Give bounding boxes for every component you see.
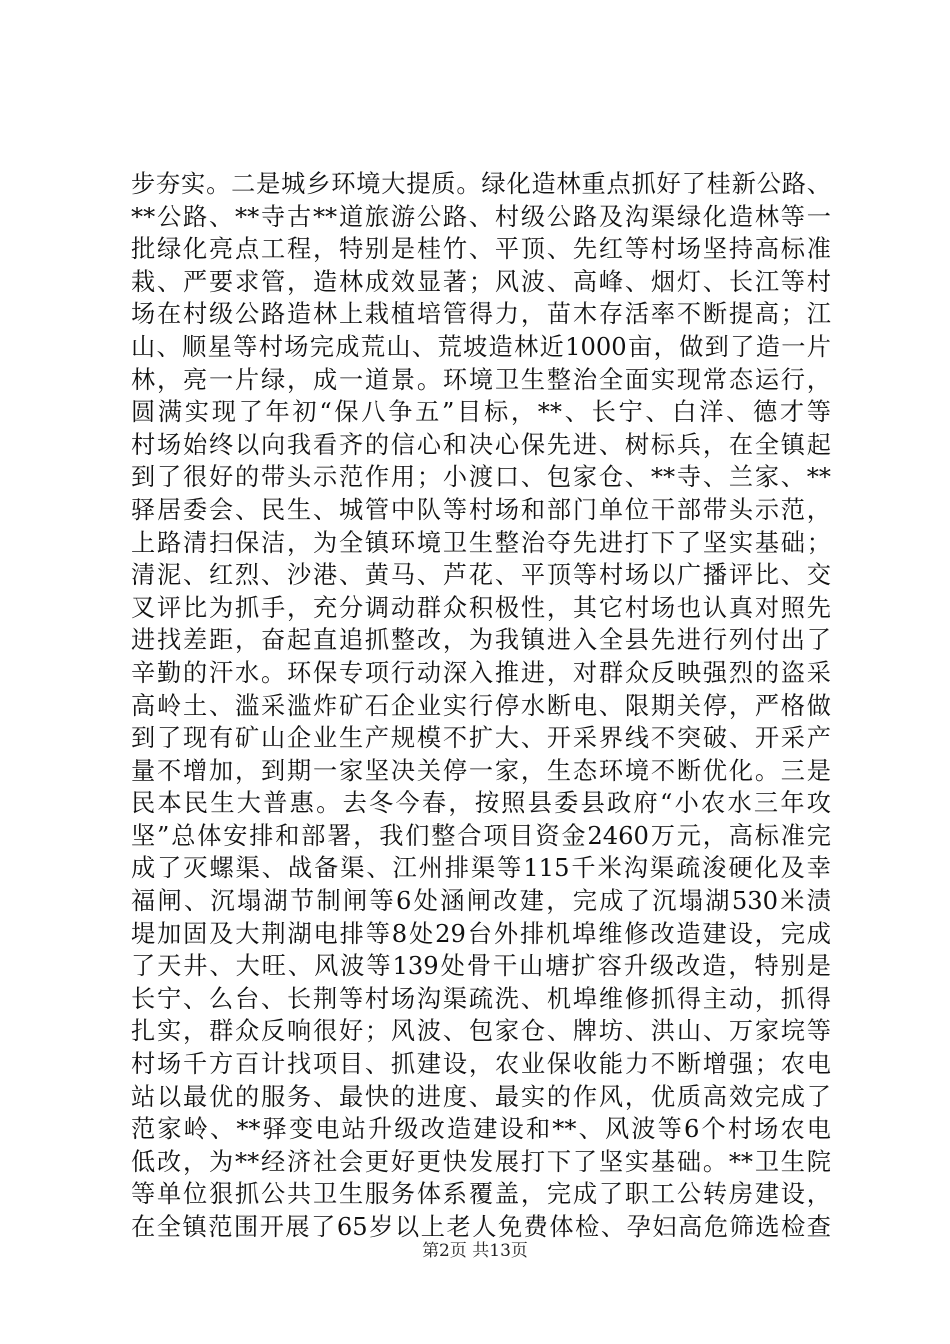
body-text bbox=[131, 168, 831, 1244]
text-line: 驿居委会、民生、城管中队等村场和部门单位干部带头示范， bbox=[131, 495, 831, 524]
text-line: 上路清扫保洁，为全镇环境卫生整治夺先进打下了坚实基础； bbox=[131, 528, 831, 557]
text-line: 扎实，群众反响很好；风波、包家仓、牌坊、洪山、万家垸等 bbox=[131, 1017, 831, 1046]
text-line: 长宁、么台、长荆等村场沟渠疏洗、机埠维修抓得主动，抓得 bbox=[131, 984, 831, 1013]
text-line: 到了很好的带头示范作用；小渡口、包家仓、**寺、兰家、** bbox=[131, 463, 831, 492]
text-line: 等单位狠抓公共卫生服务体系覆盖，完成了职工公转房建设， bbox=[131, 1180, 831, 1209]
text-line: 步夯实。二是城乡环境大提质。绿化造林重点抓好了桂新公路、 bbox=[131, 170, 831, 198]
text-line: 场在村级公路造林上栽植培管得力，苗木存活率不断提高；江 bbox=[131, 300, 831, 329]
text-line: 圆满实现了年初“保八争五”目标，**、长宁、白洋、德才等 bbox=[131, 398, 831, 427]
text-line: 福闸、沉塌湖节制闸等6处涵闸改建，完成了沉塌湖530米渍 bbox=[131, 887, 831, 916]
text-line: 辛勤的汗水。环保专项行动深入推进，对群众反映强烈的盗采 bbox=[131, 658, 831, 687]
text-line: 站以最优的服务、最快的进度、最实的作风，优质高效完成了 bbox=[131, 1082, 831, 1111]
text-line: 低改，为**经济社会更好更快发展打下了坚实基础。**卫生院 bbox=[131, 1147, 831, 1176]
text-line: 清泥、红烈、沙港、黄马、芦花、平顶等村场以广播评比、交 bbox=[131, 561, 831, 590]
text-line: 堤加固及大荆湖电排等8处29台外排机埠维修改造建设，完成 bbox=[131, 919, 831, 948]
text-line: 成了灭螺渠、战备渠、江州排渠等115千米沟渠疏浚硬化及幸 bbox=[131, 854, 831, 883]
text-line: 批绿化亮点工程，特别是桂竹、平顶、先红等村场坚持高标准 bbox=[131, 235, 831, 264]
text-line: 到了现有矿山企业生产规模不扩大、开采界线不突破、开采产 bbox=[131, 724, 831, 753]
text-line: 林，亮一片绿，成一道景。环境卫生整治全面实现常态运行， bbox=[131, 365, 831, 394]
text-line: 村场千方百计找项目、抓建设，农业保收能力不断增强；农电 bbox=[131, 1050, 831, 1079]
text-line: 在全镇范围开展了65岁以上老人免费体检、孕妇高危筛选检查 bbox=[131, 1213, 831, 1241]
text-line: 山、顺星等村场完成荒山、荒坡造林近1000亩，做到了造一片 bbox=[131, 332, 831, 361]
text-line: 民本民生大普惠。去冬今春，按照县委县政府“小农水三年攻 bbox=[131, 789, 831, 818]
text-line: 进找差距，奋起直追抓整改，为我镇进入全县先进行列付出了 bbox=[131, 626, 831, 655]
text-line: 了天井、大旺、风波等139处骨干山塘扩容升级改造，特别是 bbox=[131, 952, 831, 981]
page-footer: 第2页 共13页 bbox=[422, 1241, 528, 1261]
text-line: 坚”总体安排和部署，我们整合项目资金2460万元，高标准完 bbox=[131, 821, 831, 850]
text-line: 叉评比为抓手，充分调动群众积极性，其它村场也认真对照先 bbox=[131, 593, 831, 622]
text-line: 高岭土、滥采滥炸矿石企业实行停水断电、限期关停，严格做 bbox=[131, 691, 831, 720]
text-line: 量不增加，到期一家坚决关停一家，生态环境不断优化。三是 bbox=[131, 756, 831, 785]
text-line: 范家岭、**驿变电站升级改造建设和**、风波等6个村场农电 bbox=[131, 1115, 831, 1144]
text-line: 村场始终以向我看齐的信心和决心保先进、树标兵，在全镇起 bbox=[131, 430, 831, 459]
text-line: **公路、**寺古**道旅游公路、村级公路及沟渠绿化造林等一 bbox=[131, 202, 831, 231]
text-line: 栽、严要求管，造林成效显著；风波、高峰、烟灯、长江等村 bbox=[131, 267, 831, 296]
